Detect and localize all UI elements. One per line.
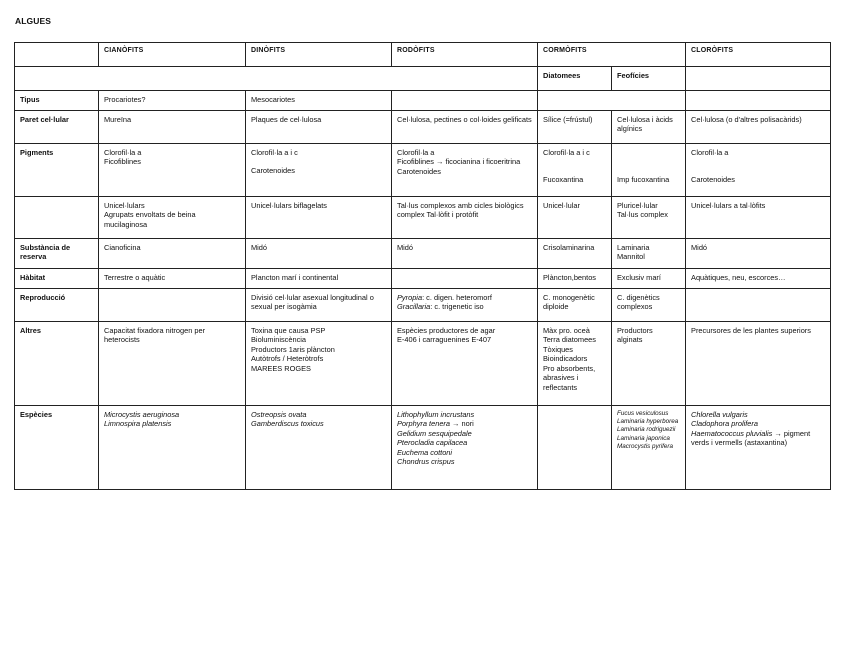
row-label: Espècies [15,406,99,490]
cell-tipus-rodofits [392,91,538,111]
cell-habitat-clorofits: Aquàtiques, neu, escorces… [686,269,831,289]
text-line: Carotenoides [251,166,295,176]
genus-name: Gracillaria [397,302,431,312]
row-reproduccio [15,289,831,322]
text-line: Clorofil·la a [397,148,435,157]
text-fragment: → pigment verds i vermells (astaxantina) [691,428,813,448]
row-tipus [15,91,831,111]
cell-tipus-cianofits: Procariotes? [99,91,246,111]
cell-reserva-rodofits: Midó [392,239,538,269]
text-line: Productors [617,326,653,335]
row-especies [15,406,831,490]
text-line: Ficofiblines → ficocianina i ficoeritrina [397,157,521,167]
cell-org-feoficies: Pluricel·lular Tal·lus complex [612,197,686,239]
cell-org-diatomees: Unicel·lular [538,197,612,239]
cell-especies-rodofits [392,406,538,490]
cell-paret-cianofits: Mureïna [99,111,246,144]
text-line: MAREES ROGES [251,363,311,373]
text-line: Tòxiques [543,344,573,354]
cell-habitat-rodofits [392,269,538,289]
text-line: Carotenoides [397,166,441,176]
text-line: Toxina que causa PSP [251,326,326,335]
cell-especies-diatomees [538,406,612,490]
text-line: Espècies productores de agar [397,326,496,335]
cell-reserva-diatomees: Crisolaminarina [538,239,612,269]
cell-org-cianofits [99,197,246,239]
cell-reserva-cianofits: Cianoficina [99,239,246,269]
cell-tipus-dinofits: Mesocariotes [246,91,392,111]
row-altres [15,322,831,406]
cell-repro-clorofits [686,289,831,322]
cell-habitat-dinofits: Plancton marí i continental [246,269,392,289]
row-label [15,197,99,239]
cell-altres-cianofits: Capacitat fixadora nitrogen per heterocists [99,322,246,406]
cell-pigments-feoficies [612,144,686,197]
text-line: Laminaria [617,243,650,252]
text-line: Màx pro. oceà [543,326,590,335]
row-organitzacio [15,197,831,239]
cell-org-rodofits: Tal·lus complexos amb cicles biològics complex Tal·lòfit i protòfit [392,197,538,239]
cell-tipus-cormofits [538,91,686,111]
row-reserva [15,239,831,269]
cell-altres-dinofits [246,322,392,406]
subheader-feoficies: Feofícies [612,67,686,91]
species-name: Laminaria japonica [617,434,670,442]
text-line: Fucoxantina [543,175,584,185]
cell-org-clorofits: Unicel·lulars a tal·lòfits [686,197,831,239]
header-cormofits: CORMÒFITS [538,43,686,67]
text-line: alginats [617,335,643,345]
text-line: Clorofil·la a i c [251,148,298,157]
species-name: Chlorella vulgaris [691,410,748,419]
text-line: Autòtrofs / Heteròtrofs [251,354,324,364]
text-line: E-406 i carraguenines E-407 [397,335,492,345]
text-line: Bioluminiscència [251,335,307,345]
cell-repro-rodofits [392,289,538,322]
species-name: Gamberdiscus toxicus [251,419,324,429]
cell-paret-clorofits: Cel·lulosa (o d'altres polisacàrids) [686,111,831,144]
text-line: Unicel·lulars [104,201,145,210]
header-rodofits: RODÒFITS [392,43,538,67]
row-label: Pigments [15,144,99,197]
row-paret [15,111,831,144]
cell-altres-feoficies [612,322,686,406]
row-label: Hàbitat [15,269,99,289]
row-habitat [15,269,831,289]
species-name: Laminaria hyperborea [617,418,679,426]
species-name: Macrocystis pyrifera [617,442,673,450]
text-line: Productors 1aris plàncton [251,344,335,354]
header-row [15,43,831,67]
cell-pigments-dinofits [246,144,392,197]
cell-habitat-diatomees: Plàncton,bentos [538,269,612,289]
text-line: Clorofil·la a [691,148,729,157]
cell-pigments-clorofits [686,144,831,197]
cell-org-dinofits: Unicel·lulars biflagelats [246,197,392,239]
cell-repro-dinofits: Divisió cel·lular asexual longitudinal o sexual per isogàmia [246,289,392,322]
row-pigments [15,144,831,197]
genus-name: Pyropia [397,293,423,302]
header-clorofits: CLORÒFITS [686,43,831,67]
text-line: Bioindicadors [543,354,588,364]
cell-repro-cianofits [99,289,246,322]
cell-altres-rodofits [392,322,538,406]
text-fragment: → nori [450,419,474,429]
species-name: Laminaria rodriguezii [617,426,676,434]
species-name: Haematococcus pluvialis [691,428,773,438]
species-name: Microcystis aeruginosa [104,410,180,419]
text-fragment: : c. trigenetic iso [430,302,484,312]
cell-especies-dinofits [246,406,392,490]
text-line: Agrupats envoltats de beina mucilaginosa [104,210,198,229]
cell-habitat-feoficies: Exclusiv marí [612,269,686,289]
species-name: Porphyra tenera [397,419,450,429]
cell-repro-diatomees: C. monogenètic diploide [538,289,612,322]
species-name: Limnospira platensis [104,419,172,429]
subheader-blank [15,67,538,91]
row-label: Tipus [15,91,99,111]
species-name: Chondrus crispus [397,457,455,467]
text-line: Pro absorbents, abrasives i reflectants [543,363,598,392]
subheader-row [15,67,831,91]
text-line: Terra diatomees [543,335,596,345]
species-name: Lithophyllum incrustans [397,410,475,419]
cell-paret-feoficies: Cel·lulosa i àcids algínics [612,111,686,144]
row-label: Substància de reserva [15,239,99,269]
cell-reserva-clorofits: Midó [686,239,831,269]
cell-especies-cianofits [99,406,246,490]
cell-reserva-feoficies [612,239,686,269]
header-empty-cell [15,43,99,67]
cell-paret-diatomees: Sílice (=frústul) [538,111,612,144]
text-fragment: : c. digen. heteromorf [422,293,492,302]
species-name: Pterocladia capilacea [397,438,468,448]
subheader-diatomees: Diatomees [538,67,612,91]
species-name: Gelidium sesquipedale [397,428,472,438]
text-line: Clorofil·la a [104,148,142,157]
cell-paret-rodofits: Cel·lulosa, pectines o col·loides gelificats [392,111,538,144]
cell-especies-feoficies [612,406,686,490]
cell-paret-dinofits: Plaques de cel·lulosa [246,111,392,144]
row-label: Altres [15,322,99,406]
cell-pigments-cianofits [99,144,246,197]
cell-reserva-dinofits: Midó [246,239,392,269]
cell-pigments-diatomees [538,144,612,197]
cell-especies-clorofits [686,406,831,490]
cell-altres-diatomees [538,322,612,406]
text-line: Carotenoides [691,175,735,185]
species-name: Fucus vesiculosus [617,410,669,417]
cell-pigments-rodofits [392,144,538,197]
text-line: Mannitol [617,252,645,262]
cell-habitat-cianofits: Terrestre o aquàtic [99,269,246,289]
row-label: Paret cel·lular [15,111,99,144]
cell-tipus-clorofits [686,91,831,111]
subheader-clorofits-blank [686,67,831,91]
header-cianofits: CIANÒFITS [99,43,246,67]
text-line: Clorofil·la a i c [543,148,590,157]
cell-repro-feoficies: C. digenètics complexos [612,289,686,322]
header-dinofits: DINÒFITS [246,43,392,67]
cell-altres-clorofits: Precursores de les plantes superiors [686,322,831,406]
species-name: Ostreopsis ovata [251,410,307,419]
document-title: ALGUES [15,16,52,26]
species-name: Euchema cottoni [397,447,453,457]
text-line: Ficofiblines [104,157,141,167]
algae-table [14,42,831,490]
species-name: Cladophora prolifera [691,419,758,429]
text-line: Imp fucoxantina [617,175,670,185]
row-label: Reproducció [15,289,99,322]
